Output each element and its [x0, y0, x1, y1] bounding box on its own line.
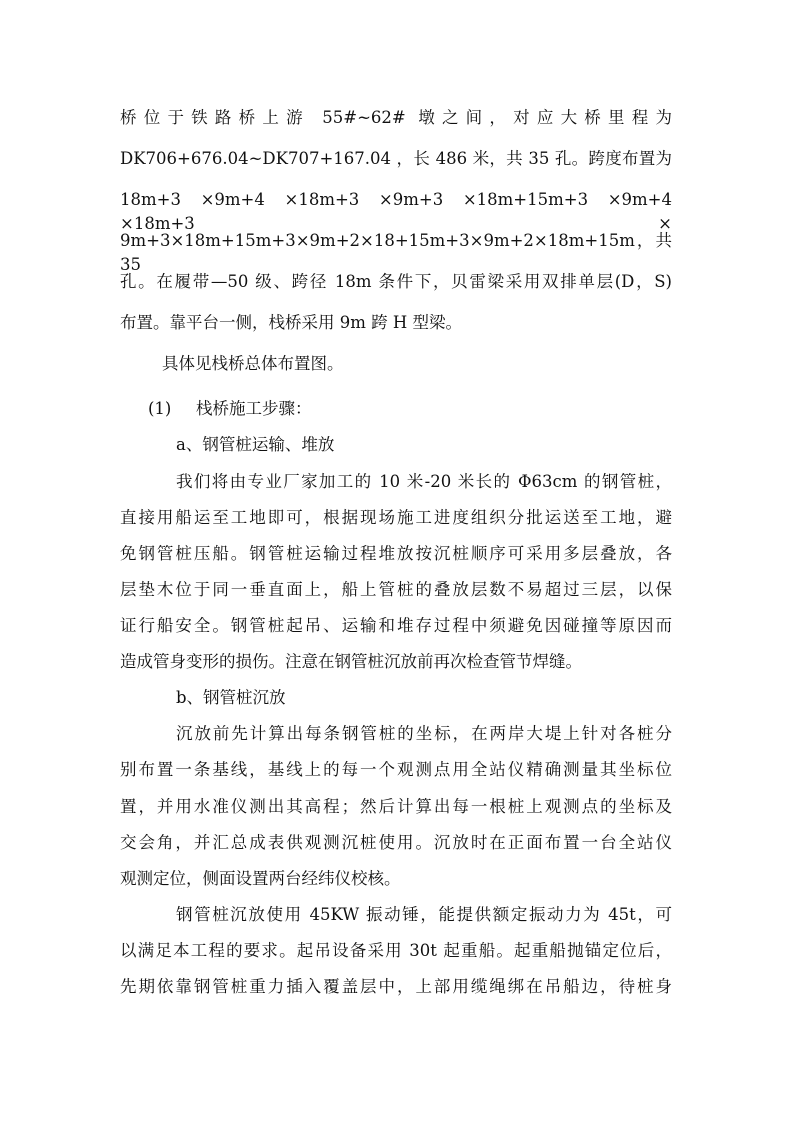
paragraph-line: 直接用船运至工地即可，根据现场施工进度组织分批运送至工地，避 — [120, 508, 672, 527]
paragraph-line: 置，并用水准仪测出其高程；然后计算出每一根桩上观测点的坐标及 — [120, 797, 672, 816]
paragraph-line: 免钢管桩压船。钢管桩运输过程堆放按沉桩顺序可采用多层叠放，各 — [120, 544, 672, 563]
figure-reference: 具体见栈桥总体布置图。 — [162, 354, 344, 373]
paragraph-line: 18m+3 ×9m+4 ×18m+3 ×9m+3 ×18m+15m+3 ×9m+4 ×18m+3 × — [120, 190, 672, 233]
paragraph-line: 沉放前先计算出每条钢管桩的坐标，在两岸大堤上针对各桩分 — [176, 724, 672, 743]
paragraph-line: 钢管桩沉放使用 45KW 振动锤，能提供额定振动力为 45t，可 — [176, 905, 672, 924]
paragraph-line: 布置。靠平台一侧，栈桥采用 9m 跨 H 型梁。 — [120, 313, 463, 332]
paragraph-line: 桥位于铁路桥上游 55#~62# 墩之间，对应大桥里程为 — [120, 108, 672, 127]
steps-heading: 栈桥施工步骤： — [196, 399, 312, 418]
section-b-heading: b、钢管桩沉放 — [176, 688, 286, 707]
paragraph-line: 先期依靠钢管桩重力插入覆盖层中，上部用缆绳绑在吊船边，待桩身 — [120, 977, 672, 996]
paragraph-line: 我们将由专业厂家加工的 10 米-20 米长的 Φ63cm 的钢管桩， — [176, 472, 672, 491]
paragraph-line: 9m+3×18m+15m+3×9m+2×18+15m+3×9m+2×18m+15m，共 35 — [120, 231, 672, 274]
steps-number: (1) — [148, 399, 172, 418]
paragraph-line: 交会角，并汇总成表供观测沉桩使用。沉放时在正面布置一台全站仪 — [120, 833, 672, 852]
paragraph-line: DK706+676.04~DK707+167.04 ，长 486 米，共 35 孔。跨度布置为 — [120, 149, 672, 168]
paragraph-line: 观测定位，侧面设置两台经纬仪校核。 — [120, 869, 401, 888]
paragraph-line: 造成管身变形的损伤。注意在钢管桩沉放前再次检查管节焊缝。 — [120, 652, 582, 671]
paragraph-line: 证行船安全。钢管桩起吊、运输和堆存过程中须避免因碰撞等原因而 — [120, 616, 672, 635]
paragraph-line: 别布置一条基线，基线上的每一个观测点用全站仪精确测量其坐标位 — [120, 760, 672, 779]
paragraph-line: 层垫木位于同一垂直面上，船上管桩的叠放层数不易超过三层，以保 — [120, 580, 672, 599]
paragraph-line: 以满足本工程的要求。起吊设备采用 30t 起重船。起重船抛锚定位后， — [120, 941, 672, 960]
section-a-heading: a、钢管桩运输、堆放 — [176, 435, 335, 454]
paragraph-line: 孔。在履带—50 级、跨径 18m 条件下，贝雷梁采用双排单层(D，S) — [120, 272, 672, 291]
